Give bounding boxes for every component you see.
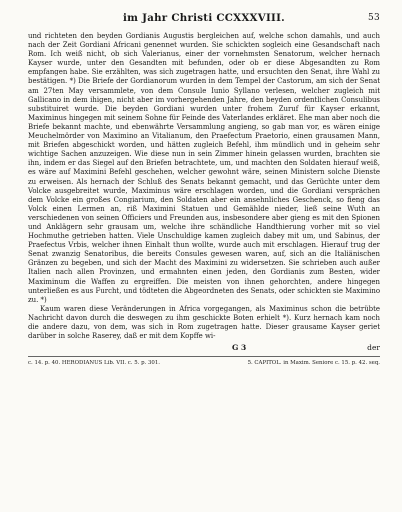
paragraph-1: und richteten den beyden Gordianis Augustis bergleichen auf, welche schon damahls, und auch nach der Zeit Gordiani Africani genennet wurden. Sie schickten sogleich eine Gesandschaft nach Rom. Ich weiß nicht, ob sich Valerianus, einer der vornehmsten Senatorum, welcher hernach Kayser wurde, unter den Gesandten mit befunden, oder ob er diese Abgesandten zu Rom empfangen habe. Sie erzählten, was sich zugetragen hatte, und ersuchten den Senat, ihre Wahl zu bestätigen. *) Die Briefe der Gordianorum wurden in dem Tempel der Castorum, am sich der Senat am 27ten May versammlete, von dem Consule Iunio Syllano verlesen, welcher zugleich mit Gallicano in dem ihigen, nicht aber im vorhergehenden Jahre, den beyden ordentlichen Consulibus substituiret wurde. Die beyden Gordiani wurden unter frohem Zuruf für Kayser erkannt, Maximinus hingegen mit seinem Sohne für Feinde des Vaterlandes erkläret. Ehe man aber noch die Briefe bekannt machte, und ebenwährte Versammlung angieng, so gab man vor, es wären einige Meuchelmörder von Maximino an Vitalianum, den Praefectum Praetorio, einen grausamen Mann, mit Briefen abgeschickt worden, und hätten zugleich Befehl, ihm mündlich und in geheim sehr wichtige Sachen anzuzeigen. Wie diese nun in sein Zimmer hinein gelassen wurden, brachten sie ihn, indem er das Siegel auf den Briefen betrachtete, um, und machten den Soldaten hierauf weiß, es wäre auf Maximini Befehl geschehen, welcher gewohnt wäre, seinen Ministern solche Dienste zu erweisen. Als hernach der Schluß des Senats bekannt gemacht, und das Gerüchte unter dem Volcke ausgebreitet wurde, Maximinus wäre erschlagen worden, und die Gordiani versprächen dem Volcke ein großes Congiarium, den Soldaten aber ein ansehnliches Geschenck, so fieng das Volck einen Lermen an, riß Maximini Statuen und Gemählde nieder, ließ seine Wuth an verschiedenen von seinen Officiers und Freunden aus, insbesondere aber gieng es mit den Spionen und Anklägern sehr grausam um, welche ihre schändliche Handthierung vorher mit so viel Hochmuthe getrieben hatten. Viele Unschuldige kamen zugleich dabey mit um, und Sabinus, der Praefectus Vrbis, welcher ihnen Einhalt thun wollte, wurde auch mit erschlagen. Hierauf trug der Senat zwanzig Senatoribus, die bereits Consules gewesen waren, auf, sich an die Italiänischen Gränzen zu begeben, und sich der Macht des Maximini zu widersetzen. Sie schrieben auch außer Italien nach allen Provinzen, und ermahnten einen jeden, den Gordianis zum Besten, wider Maximinum die Waffen zu ergreiffen. Die meisten von ihnen gehorchten, andere hingegen unterließen es aus Furcht, und tödteten die Abgeordneten des Senats, oder schickten sie Maximino zu. *): [28, 32, 380, 304]
main-text: [28, 32, 380, 341]
signature-mark: G 3: [232, 343, 247, 353]
footnotes: [28, 359, 380, 367]
running-header: [28, 8, 380, 28]
footnote-right: 5. CAPITOL. in Maxim. Seniore c. 15. p. 42. seq.: [247, 360, 380, 367]
paragraph-2: Kaum waren diese Veränderungen in Africa vorgegangen, als Maximinus schon die betrübte Nachricht davon durch die deswegen zu ihm geschickte Boten erhielt *). Kurz hernach kam noch die andere dazu, von dem, was sich in Rom zugetragen hatte. Dieser grausame Kayser geriet darüber in solche Raserey, daß er mit dem Kopffe wi-: [28, 304, 380, 341]
catchword: der: [367, 343, 380, 353]
page-number: 53: [367, 13, 380, 23]
footnote-left: c. 14. p. 40. HERODIANUS Lib. VII. c. 5. p. 301.: [28, 360, 160, 367]
header-title: im Jahr Christi CCXXXVIII.: [122, 12, 286, 24]
signature-line: [28, 343, 380, 355]
footnote-rule: [28, 356, 380, 357]
